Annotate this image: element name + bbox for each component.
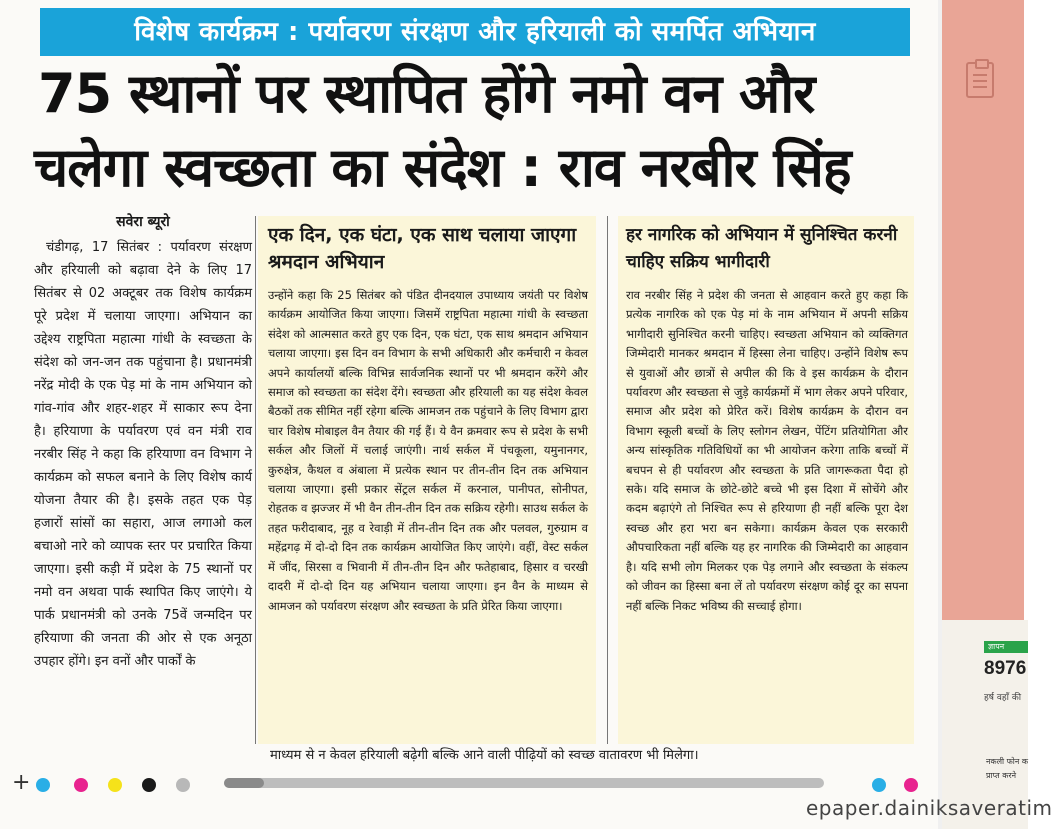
registration-dot-yellow [108,778,122,792]
article-continuation-line: माध्यम से न केवल हरियाली बढ़ेगी बल्कि आने वाली पीढ़ियों को स्वच्छ वातावरण भी मिलेगा। [270,748,699,763]
epaper-url[interactable]: epaper.dainiksaveratim [806,796,1053,820]
article-column-1 [34,236,252,673]
column-divider [255,216,256,744]
headline-line-1: 75 स्थानों पर स्थापित होंगे नमो वन और [38,62,815,125]
section-banner: विशेष कार्यक्रम : पर्यावरण संरक्षण और हरियाली को समर्पित अभियान [40,8,910,56]
registration-dot-cyan-right [872,778,886,792]
box-heading-shramdaan: एक दिन, एक घंटा, एक साथ चलाया जाएगा श्रमदान अभियान [268,224,577,273]
adjacent-page-strip [938,0,1028,829]
registration-dot-cyan [36,778,50,792]
registration-dot-grey [176,778,190,792]
box-body-participation: राव नरबीर सिंह ने प्रदेश की जनता से आहवान करते हुए कहा कि प्रत्येक नागरिक को एक पेड़ मां के नाम अभियान में अपनी सक्रिय भागीदारी सुनिश्चित करनी चाहिए। स्वच्छता अभियान को व्यक्तिगत जिम्मेदारी मानकर श्रमदान में हिस्सा लेना चाहिए। उन्होंने विशेष रूप से युवाओं और छात्रों से अपील की कि वे इस कार्यक्रम के दौरान पर्यावरण और स्वच्छता से जुड़े कार्यक्रमों में भाग लेकर अपने परिवार, समाज और प्रदेश को प्रेरित करें। विशेष कार्यक्रम के दौरान वन विभाग स्कूली बच्चों के लिए स्लोगन लेखन, पेंटिंग प्रतियोगिता और अन्य सांस्कृतिक गतिविधियों का भी आयोजन करेगा ताकि बच्चों में बचपन से ही पर्यावरण और स्वच्छता के प्रति जागरूकता पैदा हो सके। यदि समाज के छोटे-छोटे बच्चे भी इस दिशा में सोचेंगे और कदम बढ़ाएंगे तो निश्चित रूप से हरियाणा ही नहीं बल्कि पूरा देश स्वच्छ और हरा भरा बन सकेगा। कार्यक्रम केवल एक सरकारी औपचारिकता नहीं बल्कि यह हर नागरिक की जिम्मेदारी का आहवान है। यदि सभी लोग मिलकर एक पेड़ लगाने और स्वच्छता के संकल्प को जीवन का हिस्सा बना लें तो पर्यावरण संरक्षण कोई दूर का सपना नहीं बल्कि निकट भविष्य की सच्चाई होगा। [626,288,908,613]
adjacent-text-3: प्राप्त करने [986,771,1017,780]
sidebar-box-shramdaan [258,216,596,744]
adjacent-number: 8976 [984,658,1027,679]
adjacent-text-2: नकली फोन क [986,757,1028,766]
adjacent-text-1: हर्ष वहाँ की [984,693,1022,703]
byline: सवेरा ब्यूरो [116,214,170,230]
registration-dot-black [142,778,156,792]
scrollbar-thumb[interactable] [224,778,264,788]
box-heading-participation: हर नागरिक को अभियान में सुनिश्चित करनी चाहिए सक्रिय भागीदारी [626,225,898,272]
headline-line-2: चलेगा स्वच्छता का संदेश : राव नरबीर सिंह [34,136,851,199]
horizontal-scrollbar[interactable] [224,778,824,788]
article-column-1-text: चंडीगढ़, 17 सितंबर : पर्यावरण संरक्षण और हरियाली को बढ़ावा देने के लिए 17 सितंबर से 02 अक्टूबर तक विशेष कार्यक्रम पूरे प्रदेश में चलाया जाएगा। अभियान का उद्देश्य राष्ट्रपिता महात्मा गांधी के स्वच्छता के संदेश को जन-जन तक पहुंचाना है। प्रधानमंत्री नरेंद्र मोदी के एक पेड़ मां के नाम अभियान को गांव-गांव और शहर-शहर में साकार रूप देना है। हरियाणा के पर्यावरण एवं वन मंत्री राव नरबीर सिंह ने कहा कि हरियाणा वन विभाग ने कार्यक्रम को सफल बनाने के लिए विशेष कार्य योजना तैयार की है। इसके तहत एक पेड़ हजारों सांसों का सहारा, आज लगाओ कल बचाओ नारे को व्यापक स्तर पर प्रचारित किया जाएगा। इसी कड़ी में प्रदेश के 75 स्थानों पर नमो वन अथवा पार्क स्थापित किए जाएंगे। ये पार्क प्रधानमंत्री को उनके 75वें जन्मदिन पर हरियाणा की जनता की ओर से एक अनूठा उपहार होंगे। इन वनों और पार्कों के [34,240,252,669]
sidebar-box-participation [618,216,914,744]
column-divider [607,216,608,744]
box-body-shramdaan: उन्होंने कहा कि 25 सितंबर को पंडित दीनदयाल उपाध्याय जयंती पर विशेष कार्यक्रम आयोजित किया जाएगा। जिसमें राष्ट्रपिता महात्मा गांधी के स्वच्छता संदेश को आत्मसात करते हुए एक दिन, एक घंटा, एक साथ श्रमदान अभियान चलाया जाएगा। इस दिन वन विभाग के सभी अधिकारी और कर्मचारी न केवल अपने कार्यालयों बल्कि विभिन्न सार्वजनिक स्थानों पर भी श्रमदान करेंगे और समाज को स्वच्छता का संदेश देंगे। स्वच्छता और हरियाली का यह संदेश केवल बैठकों तक सीमित नहीं रहेगा बल्कि आमजन तक पहुंचाने के लिए विभाग द्वारा चार विशेष मोबाइल वैन तैयार की गई हैं। ये वैन क्रमवार रूप से प्रदेश के सभी सर्कल और जिलों में चलाई जाएंगी। नार्थ सर्कल में पंचकूला, यमुनानगर, कुरुक्षेत्र, कैथल व अंबाला में प्रत्येक स्थान पर तीन-तीन दिन तक अभियान चलाया जाएगा। इसी प्रकार सेंट्रल सर्कल में करनाल, पानीपत, सोनीपत, रोहतक व झज्जर में भी वैन तीन-तीन दिन तक सक्रिय रहेगी। साउथ सर्कल के तहत फरीदाबाद, नूह व रेवाड़ी में तीन-तीन दिन तक और पलवल, गुरुग्राम व महेंद्रगढ़ में दो-दो दिन तक कार्यक्रम आयोजित किए जाएंगे। वहीं, वेस्ट सर्कल में जींद, सिरसा व भिवानी में तीन-तीन दिन और फतेहाबाद, हिसार व चरखी दादरी में दो-दो दिन यह अभियान चलाया जाएगा। इन वैन के माध्यम से आमजन को पर्यावरण संरक्षण और स्वच्छता के प्रति प्रेरित किया जाएगा। [268,288,588,613]
registration-mark-icon: + [12,770,31,795]
registration-dot-magenta [74,778,88,792]
clipboard-icon[interactable] [966,62,994,98]
adjacent-badge: ज्ञापन [984,641,1028,653]
registration-dot-magenta-right [904,778,918,792]
